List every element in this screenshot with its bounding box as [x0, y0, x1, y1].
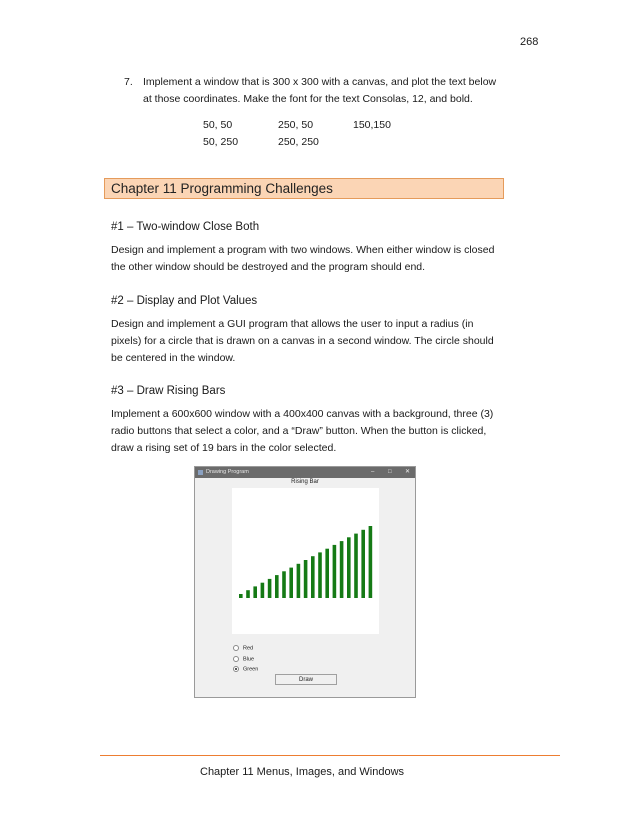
- paragraph-line: be centered in the window.: [111, 352, 236, 364]
- rising-bar: [318, 552, 322, 598]
- app-feather-icon: [198, 470, 203, 475]
- rising-bar: [289, 568, 293, 598]
- challenge-1-title: #1 – Two-window Close Both: [111, 221, 260, 233]
- rising-bar: [369, 526, 373, 598]
- challenge-1-text: [111, 242, 511, 276]
- rising-bar: [253, 586, 257, 598]
- challenge-2-text: [111, 316, 511, 367]
- paragraph-line: Design and implement a program with two windows. When either window is closed: [111, 244, 495, 256]
- footer-rule: [100, 755, 560, 756]
- rising-bar: [268, 579, 272, 598]
- rising-bar: [347, 537, 351, 598]
- rising-bar: [239, 594, 243, 598]
- radio-circle-icon: [233, 645, 239, 651]
- coordinate: 50, 250: [203, 136, 239, 148]
- draw-button[interactable]: Draw: [275, 674, 337, 685]
- radio-blue[interactable]: [233, 656, 254, 662]
- paragraph-line: draw a rising set of 19 bars in the color selected.: [111, 442, 337, 454]
- challenge-2-title: #2 – Display and Plot Values: [111, 295, 258, 307]
- paragraph-line: radio buttons that select a color, and a “Draw” button. When the button is clicked,: [111, 425, 487, 437]
- radio-label: Red: [243, 645, 254, 652]
- rising-bar: [246, 590, 250, 598]
- challenge-3-text: [111, 406, 511, 457]
- close-icon[interactable]: ✕: [405, 469, 411, 475]
- paragraph-line: Design and implement a GUI program that allows the user to input a radius (in: [111, 318, 474, 330]
- window-title: Drawing Program: [206, 469, 249, 475]
- rising-bar: [275, 575, 279, 598]
- drawing-canvas: [232, 488, 379, 634]
- footer-text: Chapter 11 Menus, Images, and Windows: [200, 766, 405, 778]
- exercise-line-1: Implement a window that is 300 x 300 with a canvas, and plot the text below: [143, 76, 497, 88]
- rising-bar: [261, 583, 265, 598]
- rising-bar: [304, 560, 308, 598]
- radio-label: Green: [243, 666, 259, 673]
- minimize-icon[interactable]: –: [371, 469, 375, 475]
- rising-bar: [282, 571, 286, 598]
- maximize-icon[interactable]: □: [388, 469, 392, 475]
- rising-bar: [325, 549, 329, 598]
- coordinate: 250, 50: [278, 119, 314, 131]
- rising-bar-label: Rising Bar: [291, 479, 319, 485]
- radio-label: Blue: [243, 656, 255, 663]
- paragraph-line: Implement a 600x600 window with a 400x400 canvas with a background, three (3): [111, 408, 494, 420]
- coordinate: 50, 50: [203, 119, 233, 131]
- chapter-heading: Chapter 11 Programming Challenges: [104, 178, 504, 199]
- radio-green[interactable]: [233, 666, 258, 672]
- radio-circle-icon: [233, 656, 239, 662]
- coordinate: 250, 250: [278, 136, 319, 148]
- rising-bar: [361, 530, 365, 598]
- rising-bar: [340, 541, 344, 598]
- drawing-program-window: [194, 466, 416, 698]
- paragraph-line: the other window should be destroyed and the program should end.: [111, 261, 426, 273]
- rising-bar: [311, 556, 315, 598]
- radio-red[interactable]: [233, 645, 253, 651]
- rising-bar: [333, 545, 337, 598]
- exercise-number: 7.: [124, 76, 133, 88]
- radio-selected-icon: [233, 666, 239, 672]
- page-number: 268: [520, 36, 539, 48]
- bars-chart: [232, 488, 379, 634]
- rising-bar: [297, 564, 301, 598]
- challenge-3-title: #3 – Draw Rising Bars: [111, 385, 226, 397]
- rising-bar: [354, 534, 358, 598]
- exercise-text: [143, 74, 508, 108]
- coordinate: 150,150: [353, 119, 391, 131]
- paragraph-line: pixels) for a circle that is drawn on a canvas in a second window. The circle should: [111, 335, 494, 347]
- exercise-line-2: at those coordinates. Make the font for the text Consolas, 12, and bold.: [143, 93, 473, 105]
- window-titlebar: [195, 467, 415, 478]
